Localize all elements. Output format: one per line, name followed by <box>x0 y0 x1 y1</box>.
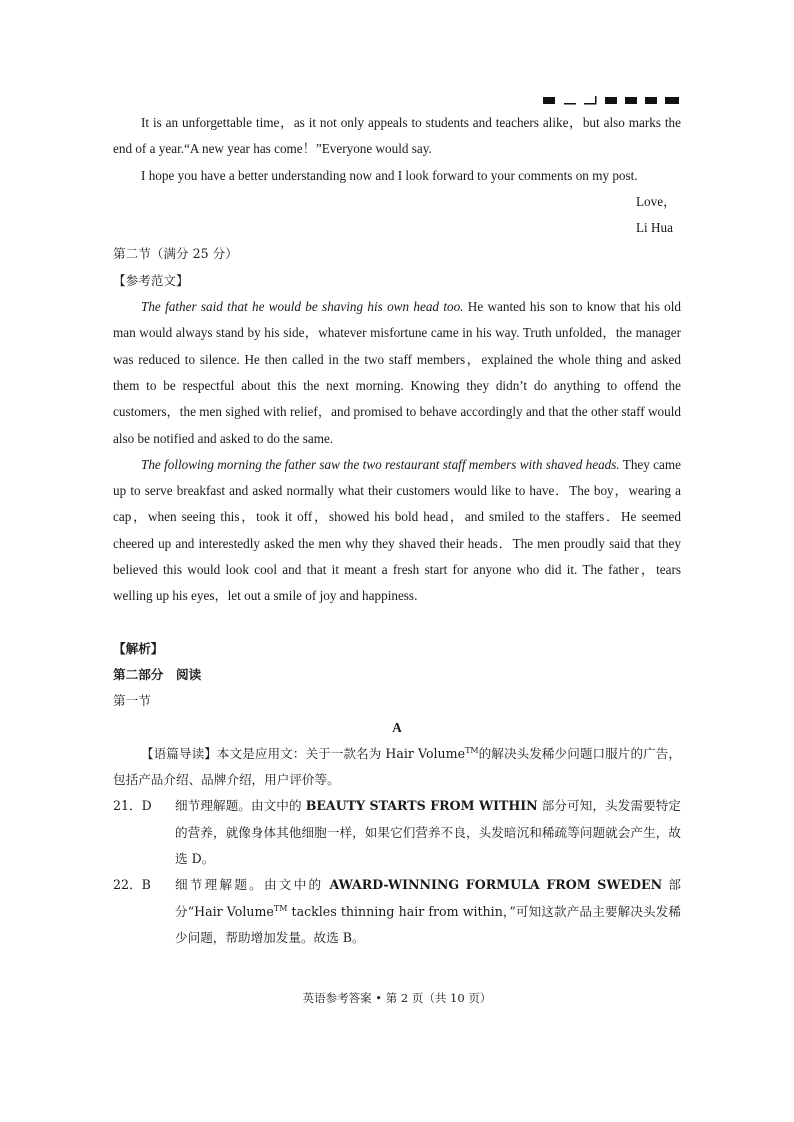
question-number: 22．B <box>113 877 151 893</box>
essay-text-1: He wanted his son to know that his old man would always stand by his side，whatever misfortune came in his way. Truth unfolded，the manager was reduced to silence. He then called in the two staff members，explained the whole thing and asked them to be respectful about this the next morning. Knowing they didn’t do anything to offend the customers，the men sighed with relief，and promised to behave accordingly and that the other staff would also be notified and asked to do the same. <box>113 299 681 446</box>
section2-heading: 第二节（满分 25 分） <box>113 246 238 262</box>
page-content <box>113 110 681 951</box>
answer-21 <box>113 793 681 872</box>
letter-paragraph-2: I hope you have a better understanding now and I look forward to your comments on my post. <box>141 167 638 183</box>
model-essay-label: 【参考范文】 <box>113 272 189 288</box>
model-essay-paragraph-2 <box>113 452 681 610</box>
answer-explanation: 细节理解题。由文中的 BEAUTY STARTS FROM WITHIN 部分可知，头发需要特定的营养，就像身体其他细胞一样，如果它们营养不良，头发暗沉和稀疏等问题就会产生，故选 D。 <box>175 798 681 867</box>
question-number: 21．D <box>113 798 152 814</box>
given-sentence-2: The following morning the father saw the two restaurant staff members with shaved heads. <box>141 456 620 472</box>
trademark-mark: TM <box>465 745 479 755</box>
part-heading: 第二部分 阅读 <box>113 666 202 682</box>
analysis-label: 【解析】 <box>113 640 164 656</box>
trademark-mark: TM <box>273 903 288 913</box>
letter-signature: Li Hua <box>636 220 673 236</box>
passage-guide: 【语篇导读】本文是应用文：关于一款名为 Hair Volume™的解决头发稀少问题口服片的广告，包括产品介绍、品牌介绍，用户评价等。 <box>113 745 681 788</box>
header-decoration <box>543 94 683 106</box>
letter-closing: Love， <box>636 193 677 209</box>
page-footer: 英语参考答案 • 第 2 页（共 10 页） <box>302 991 492 1005</box>
answer-explanation: 细节理解题。由文中的 AWARD-WINNING FORMULA FROM SWEDEN 部分“Hair Volume™ tackles thinning hair from within，”可知这款产品主要解决头发稀少问题，帮助增加发量。故选 B。 <box>175 877 681 945</box>
letter-paragraph-1: It is an unforgettable time，as it not only appeals to students and teachers alike，but also marks the end of a year.“A new year has come！”Everyone would say. <box>113 115 681 157</box>
given-sentence-1: The father said that he would be shaving his own head too. <box>141 299 464 315</box>
section-heading: 第一节 <box>113 693 151 709</box>
essay-text-2: They came up to serve breakfast and asked normally what their customers would like to have．The boy，wearing a cap，when seeing this，took it off，showed his bold head，and smiled to the staffers．He seemed cheered up and interestedly asked the men why they shaved their heads．The men proudly said that they believed this would look cool and that it meant a fresh start for anyone who did it. The father，tears welling up his eyes，let out a smile of joy and happiness. <box>113 456 681 604</box>
model-essay-paragraph-1 <box>113 294 681 452</box>
passage-letter: A <box>392 719 402 735</box>
answer-22 <box>113 872 681 951</box>
